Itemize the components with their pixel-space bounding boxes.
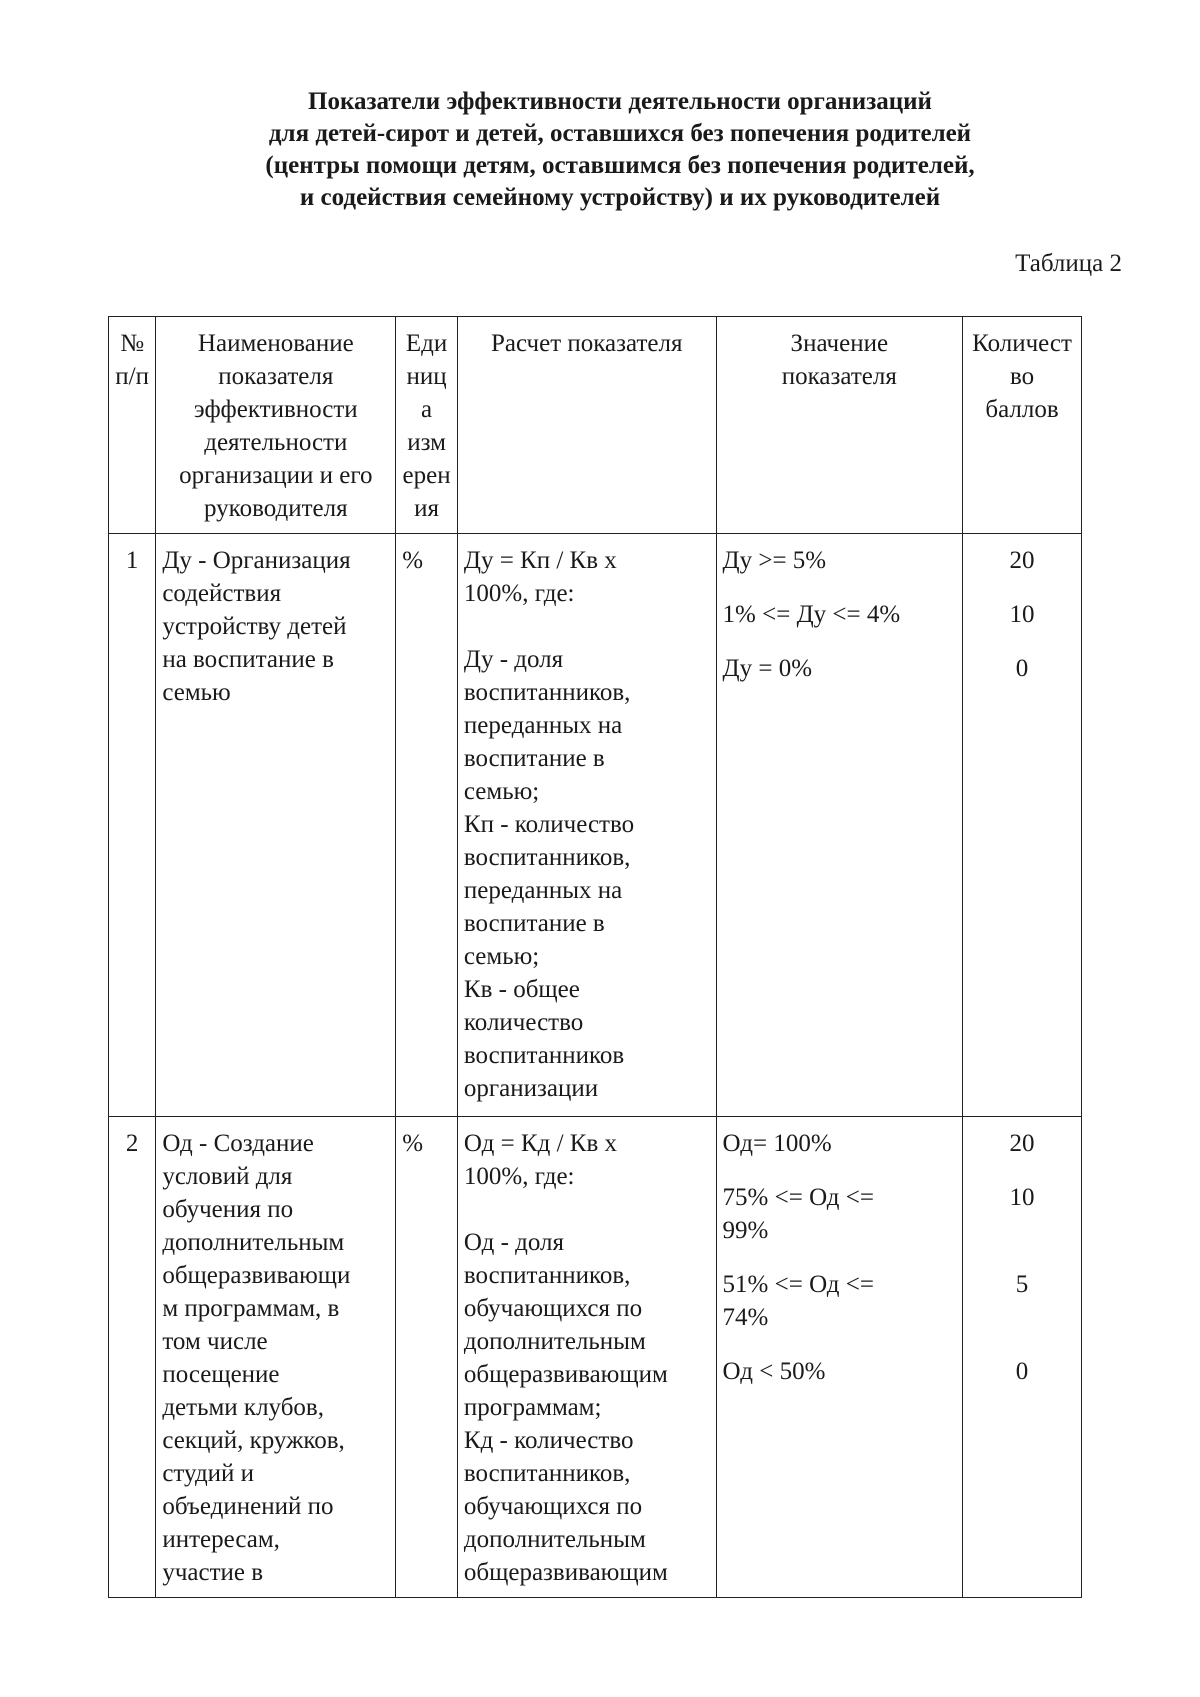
title-line: Показатели эффективности деятельности организаций — [308, 88, 932, 115]
value-condition: 1% <= Ду <= 4% — [722, 601, 901, 628]
points-value: 10 — [1009, 1184, 1035, 1211]
calculation: Ду = Кп / Кв х 100%, где: Ду - доля воспитанников, переданных на воспитание в семью; Кп - количество воспитанников, переданных на воспитание в семью; Кв - общее количество воспитанников организации — [457, 534, 716, 1117]
title-line: (центры помощи детям, оставшимся без попечения родителей, — [265, 152, 975, 179]
table-number-label: Таблица 2 — [1015, 250, 1122, 277]
table-header-row — [109, 317, 1082, 534]
points-value: 20 — [1009, 547, 1035, 574]
value-condition: 51% <= Од <= 74% — [722, 1271, 874, 1331]
value-condition: Ду = 0% — [722, 655, 813, 682]
points-value: 0 — [1015, 1358, 1029, 1385]
title-line: для детей-сирот и детей, оставшихся без попечения родителей — [268, 120, 972, 147]
header-unit: Еди ниц а изм ерен ия — [396, 317, 458, 534]
value-condition: Ду >= 5% — [722, 547, 827, 574]
points-value: 20 — [1009, 1130, 1035, 1157]
row-number: 1 — [109, 534, 156, 1117]
points-value: 0 — [1015, 655, 1029, 682]
points — [963, 534, 1082, 1117]
unit: % — [396, 1117, 458, 1598]
indicators-table — [108, 316, 1082, 1598]
indicator-values — [716, 534, 963, 1117]
indicator-values — [716, 1117, 963, 1598]
value-condition: Од < 50% — [722, 1358, 826, 1385]
value-condition: 75% <= Од <= 99% — [722, 1184, 874, 1244]
row-number: 2 — [109, 1117, 156, 1598]
unit: % — [396, 534, 458, 1117]
value-condition: Од= 100% — [722, 1130, 832, 1157]
table-row — [109, 534, 1082, 1117]
points — [963, 1117, 1082, 1598]
title-line: и содействия семейному устройству) и их руководителей — [299, 184, 941, 211]
indicator-name: Ду - Организация содействия устройству детей на воспитание в семью — [156, 534, 396, 1117]
points-value: 5 — [1015, 1271, 1029, 1298]
indicator-name: Од - Создание условий для обучения по дополнительным общеразвивающи м программам, в том числе посещение детьми клубов, секций, кружков, студий и объединений по интересам, участие в — [156, 1117, 396, 1598]
header-points: Количест во баллов — [963, 317, 1082, 534]
header-number: № п/п — [109, 317, 156, 534]
page-title — [100, 86, 1140, 214]
calculation: Од = Кд / Кв х 100%, где: Од - доля воспитанников, обучающихся по дополнительным общеразвивающим программам; Кд - количество воспитанников, обучающихся по дополнительным общеразвивающим — [457, 1117, 716, 1598]
header-indicator-name: Наименование показателя эффективности деятельности организации и его руководителя — [156, 317, 396, 534]
header-calculation: Расчет показателя — [457, 317, 716, 534]
table-row — [109, 1117, 1082, 1598]
header-value: Значение показателя — [716, 317, 963, 534]
points-value: 10 — [1009, 601, 1035, 628]
